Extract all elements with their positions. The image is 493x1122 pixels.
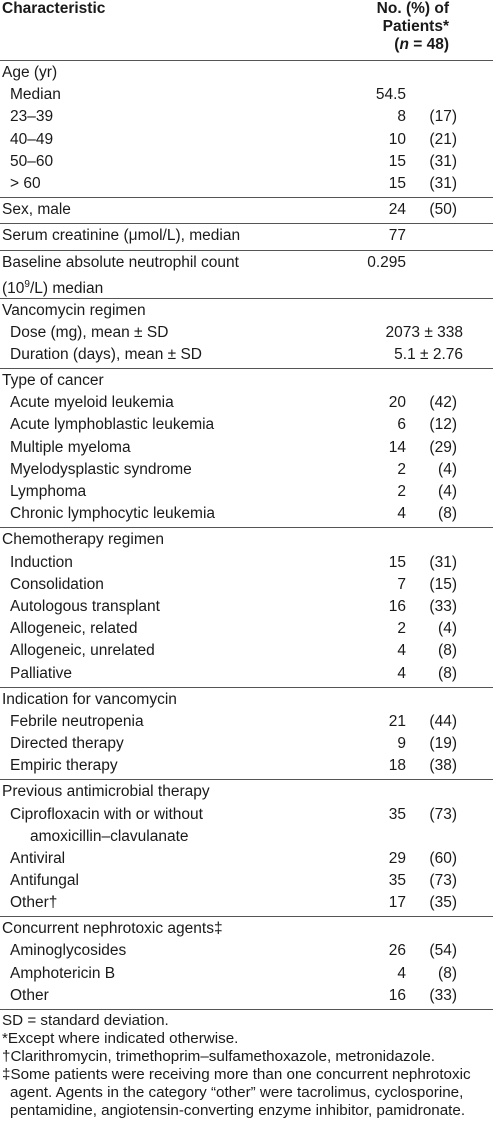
percent-cell: (38) [429, 757, 457, 775]
percent-cell: (31) [429, 553, 457, 571]
row-label: Empiric therapy [10, 757, 118, 775]
row-label: Autologous transplant [10, 597, 160, 615]
table-section [0, 917, 493, 1010]
percent-cell: (4) [438, 460, 457, 478]
percent-cell: (33) [429, 986, 457, 1004]
row-label: Other [10, 986, 49, 1004]
percent-cell: (8) [438, 964, 457, 982]
table-row [0, 733, 493, 755]
row-label: Dose (mg), mean ± SD [10, 323, 169, 341]
row-label: Median [10, 86, 61, 104]
percent-cell: (31) [429, 152, 457, 170]
table-row [0, 574, 493, 596]
row-label: Duration (days), mean ± SD [10, 345, 202, 363]
count-header-line3: (n = 48) [394, 36, 449, 53]
row-label: Multiple myeloma [10, 438, 131, 456]
row-label: Allogeneic, unrelated [10, 642, 155, 660]
value-cell: 5.1 ± 2.76 [394, 345, 463, 363]
section-title-row [0, 529, 493, 551]
table-row [0, 596, 493, 618]
table-row [0, 503, 493, 525]
table-row [0, 106, 493, 128]
count-cell: 14 [388, 438, 406, 456]
count-cell: 15 [388, 152, 406, 170]
table-row [0, 84, 493, 106]
percent-cell: (29) [429, 438, 457, 456]
row-label: Chronic lymphocytic leukemia [10, 505, 216, 523]
table-section [0, 369, 493, 528]
table-row [0, 129, 493, 151]
count-cell: 35 [388, 871, 406, 889]
count-cell: 16 [388, 597, 406, 615]
row-label: Antiviral [10, 849, 66, 867]
row-label: Palliative [10, 664, 73, 682]
table-section [0, 198, 493, 224]
percent-cell: (33) [429, 597, 457, 615]
table-row [0, 459, 493, 481]
table-row [0, 848, 493, 870]
percent-cell: (8) [438, 642, 457, 660]
section-title-row [0, 252, 493, 296]
count-cell: 29 [388, 849, 406, 867]
percent-cell: (35) [429, 894, 457, 911]
value-cell: 54.5 [375, 86, 406, 104]
row-label: Amphotericin B [10, 964, 116, 982]
percent-cell: (8) [438, 505, 457, 523]
table-row [0, 151, 493, 173]
table-row [0, 414, 493, 436]
row-label: 23–39 [10, 108, 54, 126]
count-cell: 18 [388, 757, 406, 775]
percent-cell: (73) [429, 871, 457, 889]
section-title-row [0, 918, 493, 940]
table-row [0, 392, 493, 414]
table-header [0, 0, 493, 61]
count-cell: 9 [397, 735, 406, 753]
count-cell: 2 [397, 620, 406, 638]
section-title: Previous antimicrobial therapy [2, 783, 210, 801]
count-header [377, 0, 449, 54]
percent-cell: (42) [429, 394, 457, 412]
count-cell: 7 [397, 575, 406, 593]
row-label: Consolidation [10, 575, 104, 593]
count-cell: 16 [388, 986, 406, 1004]
count-cell: 2 [397, 483, 406, 500]
percent-cell: (54) [429, 942, 457, 960]
row-label: Induction [10, 553, 73, 571]
percent-cell: (60) [429, 849, 457, 867]
percent-cell: (73) [429, 805, 457, 823]
count-cell: 35 [388, 805, 406, 823]
row-label: Allogeneic, related [10, 620, 138, 638]
table-row [0, 437, 493, 459]
count-cell: 24 [388, 201, 406, 219]
section-title: Type of cancer [2, 372, 104, 390]
value-cell: 2073 ± 338 [385, 323, 463, 341]
row-label: > 60 [10, 174, 41, 192]
percent-cell: (50) [429, 201, 457, 219]
table-section [0, 780, 493, 917]
table-section [0, 528, 493, 687]
count-cell: 15 [388, 553, 406, 571]
table-row [0, 963, 493, 985]
section-title-row [0, 781, 493, 803]
table-section [0, 688, 493, 781]
row-label: Ciprofloxacin with or without amoxicillin–clavulanate [10, 805, 203, 845]
count-cell: 17 [388, 894, 406, 911]
section-title-row [0, 62, 493, 84]
footnote: *Except where indicated otherwise. [2, 1029, 239, 1047]
section-title-row [0, 689, 493, 711]
count-cell: 4 [397, 664, 406, 682]
row-label: Febrile neutropenia [10, 712, 144, 730]
table-section [0, 61, 493, 198]
percent-cell: (8) [438, 664, 457, 682]
table-body [0, 61, 493, 1010]
table-row [0, 892, 493, 914]
row-label: 50–60 [10, 152, 54, 170]
table-row [0, 711, 493, 733]
count-cell: 4 [397, 964, 406, 982]
footnote: SD = standard deviation. [2, 1011, 169, 1029]
section-title: Indication for vancomycin [2, 690, 177, 708]
count-cell: 6 [397, 416, 406, 434]
table-footnotes [0, 1010, 493, 1122]
percent-cell: (15) [429, 575, 457, 593]
section-title: Chemotherapy regimen [2, 531, 164, 549]
section-title: Age (yr) [2, 64, 58, 81]
count-cell: 10 [388, 130, 406, 148]
section-title-row [0, 199, 493, 221]
table-section [0, 224, 493, 250]
percent-cell: (12) [429, 416, 457, 434]
percent-cell: (31) [429, 174, 457, 192]
table-row [0, 344, 493, 366]
footnote: †Clarithromycin, trimethoprim–sulfamethoxazole, metronidazole. [2, 1047, 436, 1065]
row-label: Antifungal [10, 871, 79, 889]
table-row [0, 640, 493, 662]
count-header-line2: Patients* [382, 18, 449, 35]
table-row [0, 663, 493, 685]
percent-cell: (4) [438, 620, 457, 638]
row-label: 40–49 [10, 130, 54, 148]
count-cell: 20 [388, 394, 406, 412]
count-cell: 4 [397, 505, 406, 523]
row-label: Acute lymphoblastic leukemia [10, 416, 215, 434]
footnote: ‡Some patients were receiving more than one concurrent nephrotoxic agent. Agents in the category “other” were tacrolimus, cyclosporine, pentamidine, angiotensin-converting enzyme inhibitor, pamidronate. [2, 1065, 471, 1119]
section-title: Sex, male [2, 201, 71, 219]
section-title: Concurrent nephrotoxic agents‡ [2, 920, 223, 938]
table-row [0, 870, 493, 892]
row-label: Directed therapy [10, 735, 124, 753]
table-row [0, 481, 493, 503]
count-cell: 2 [397, 460, 406, 478]
percent-cell: (19) [429, 735, 457, 753]
table-row [0, 618, 493, 640]
table-row [0, 755, 493, 777]
count-cell: 26 [388, 942, 406, 960]
table-row [0, 173, 493, 195]
section-title: Baseline absolute neutrophil count $(10^9/L)$ median [2, 253, 239, 297]
count-cell: 21 [388, 712, 406, 730]
section-title: Vancomycin regimen [2, 301, 146, 319]
table-section [0, 299, 493, 370]
table-row [0, 940, 493, 962]
percent-cell: (17) [429, 108, 457, 126]
count-cell: 8 [397, 108, 406, 126]
count-cell: 15 [388, 174, 406, 192]
table-row [0, 985, 493, 1007]
percent-cell: (4) [438, 483, 457, 500]
row-label: Acute myeloid leukemia [10, 394, 174, 412]
table-row [0, 552, 493, 574]
characteristic-header: Characteristic [2, 0, 106, 17]
row-label: Myelodysplastic syndrome [10, 460, 192, 478]
section-title-row [0, 370, 493, 392]
table-section [0, 251, 493, 299]
row-label: Aminoglycosides [10, 942, 127, 960]
table-row [0, 804, 493, 848]
section-title-row [0, 225, 493, 247]
percent-cell: (21) [429, 130, 457, 148]
percent-cell: (44) [429, 712, 457, 730]
section-title: Serum creatinine (μmol/L), median [2, 227, 241, 245]
count-cell: 4 [397, 642, 406, 660]
section-title-row [0, 300, 493, 322]
row-label: Other† [10, 894, 58, 911]
table-row [0, 322, 493, 344]
count-cell: 77 [388, 227, 406, 245]
count-header-line1: No. (%) of [376, 0, 449, 17]
value-cell: 0.295 [367, 253, 406, 271]
row-label: Lymphoma [10, 483, 87, 500]
